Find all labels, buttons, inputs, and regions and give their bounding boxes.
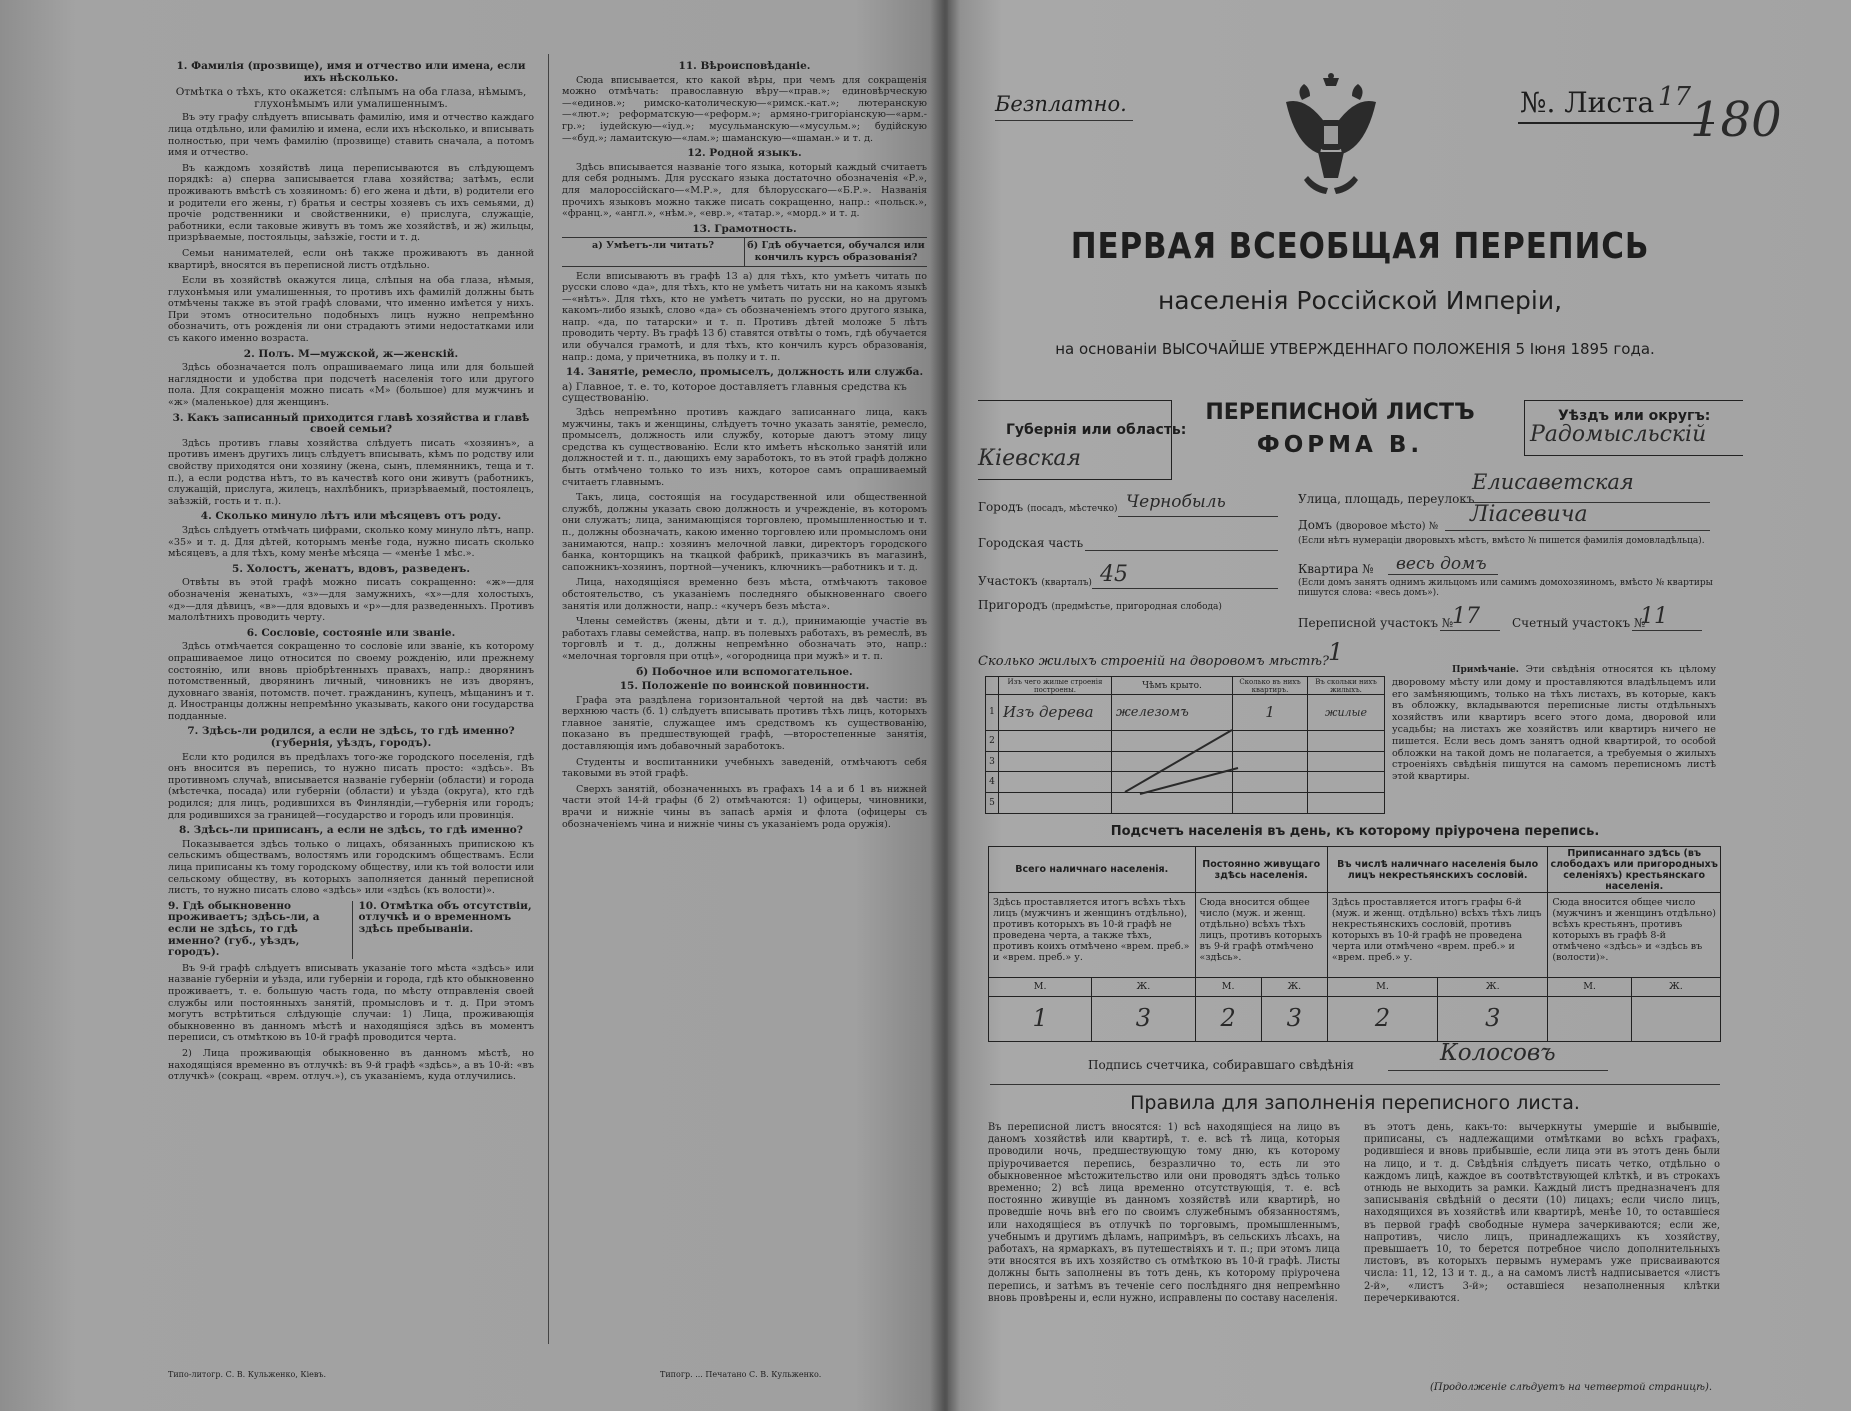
apartment-value: весь домъ bbox=[1396, 554, 1487, 574]
paragraph: Показывается здѣсь только о лицахъ, обязанныхъ припискою къ сельскимъ обществамъ, волостямъ или городскимъ обществамъ. Если лица приписаны къ тому городскому обществу, или къ той волости или сельскому обществу, въ которыхъ заполняется данный переписной листъ, то нужно писать слово «здѣсь» или «здѣсь (къ волости)». bbox=[168, 838, 534, 897]
row-number: 4 bbox=[986, 772, 999, 793]
street-value: Елисаветская bbox=[1472, 470, 1634, 494]
table-cell bbox=[999, 772, 1112, 793]
paragraph: Если вписываютъ въ графѣ 13 а) для тѣхъ, кто умѣетъ читать по русски слово «да», для тѣхъ, кто не умѣетъ читать ни на какомъ языкѣ—«нѣтъ». Для тѣхъ, кто не умѣетъ читать по русски, но на другомъ какомъ-либо языкѣ, слово «да» съ обозначеніемъ этого другого языка, напр. «да, по татарски» и т. п. Противъ дѣтей моложе 5 лѣтъ проводить черту. Въ графѣ 13 б) ставятся отвѣты о томъ, гдѣ обучается или обучался грамотѣ, и для тѣхъ, кто кончилъ курсъ образованія, напр.: дома, у причетника, въ полку и т. п. bbox=[562, 270, 927, 363]
paragraph: Сюда вписывается, кто какой вѣры, при чемъ для сокращенія можно отмѣчать: православную вѣру—«прав.»; единовѣрческую—«единов.»; римско-католическую—«римск.-кат.»; лютеранскую—«лют.»; реформатскую—«реформ.»; армяно-григоріанскую—«арм.-гр.»; іудейскую—«іуд.»; мусульманскую—«мусульм.»; будійскую—«буд.»; ламаитскую—«лам.»; шаманскую—«шаман.» и т. д. bbox=[562, 74, 927, 144]
plot-label bbox=[978, 574, 1092, 588]
town-label bbox=[978, 500, 1118, 514]
district-label: Уѣздъ или округъ: bbox=[1558, 408, 1711, 424]
rules-column-left: Въ переписной листъ вносятся: 1) всѣ находящіеся на лицо въ даномъ хозяйствѣ или квартирѣ, т. е. всѣ тѣ лица, которыя проводили ночь, предшествующую тому дню, къ которому пріурочивается перепись, безразлично то, есть ли это обыкновенное мѣстожительство или они проводятъ здѣсь только временно; 2) всѣ лица временно отсутствующія, т. е. всѣ постоянно живущіе въ данномъ хозяйствѣ или квартирѣ, но проведшіе ночь внѣ его по своимъ служебнымъ обязанностямъ, или находящіеся въ отлучкѣ по торговымъ, промышленнымъ, учебнымъ и другимъ дѣламъ, напримѣръ, въ сельскихъ лѣсахъ, на работахъ, на ярмаркахъ, въ путешествіяхъ и т. п.; при этомъ лица эти вносятся въ ихъ хозяйство съ отмѣткою въ 10-й графѣ. Листы должны быть заполнены въ тотъ день, къ которому пріурочена перепись, и затѣмъ въ теченіе сего послѣдняго дня непремѣнно вновь провѣрены и, если нужно, исправлены по составу населенія. bbox=[988, 1122, 1340, 1304]
book-gutter bbox=[930, 0, 960, 1411]
building-material: Изъ дерева bbox=[999, 695, 1112, 731]
house-value: Ліасевича bbox=[1470, 502, 1588, 527]
section-13b-title: б) Гдѣ обучается, обучался или кончилъ курсъ образованія? bbox=[744, 238, 927, 265]
section-1-note: Отмѣтка о тѣхъ, кто окажется: слѣпымъ на оба глаза, нѣмымъ, глухонѣмымъ или умалишеннымъ. bbox=[175, 86, 527, 110]
section-15-title: 15. Положеніе по воинской повинности. bbox=[619, 680, 870, 693]
population-count-title: Подсчетъ населенія въ день, къ которому пріурочена перепись. bbox=[1110, 824, 1600, 839]
male-label: М. bbox=[1548, 978, 1631, 997]
count-header-non-peasant: Въ числѣ наличнаго населенія было лицъ некрестьянскихъ сословій. bbox=[1327, 847, 1547, 893]
rules-continued-note: (Продолженіе слѣдуетъ на четвертой страницѣ). bbox=[1430, 1382, 1713, 1393]
district-value: Радомысльскій bbox=[1530, 422, 1707, 447]
count-non-peasant-male: 2 bbox=[1327, 996, 1437, 1041]
town-value: Чернобыль bbox=[1126, 492, 1226, 512]
table-cell bbox=[999, 730, 1112, 751]
building-roof: железомъ bbox=[1112, 695, 1233, 731]
count-desc-resident: Сюда вносится общее число (муж. и женщ. отдѣльно) всѣхъ тѣхъ лицъ, противъ которыхъ въ 9-й графѣ отмѣчено «здѣсь». bbox=[1195, 893, 1327, 978]
form-subtitle: населенія Россійской Имперіи, bbox=[1157, 286, 1563, 315]
paragraph: Здѣсь непремѣнно противъ каждаго записаннаго лица, какъ мужчины, такъ и женщины, слѣдуетъ точно указать занятіе, ремесло, промыселъ, должность или службу, которые даютъ этому лицу средства къ существованію. Если кто имѣетъ нѣсколько занятій или должностей и т. п., дающихъ ему заработокъ, то въ этой графѣ должно быть отмѣчено только то изъ нихъ, которое самъ опрашиваемый считаетъ главнымъ. bbox=[562, 407, 927, 488]
suburb-label-text: Пригородъ bbox=[978, 598, 1048, 612]
count-desc-present: Здѣсь проставляется итогъ всѣхъ тѣхъ лицъ (мужчинъ и женщинъ отдѣльно), противъ которыхъ въ 10-й графѣ не проведена черта, а также тѣхъ, противъ коихъ отмѣчено «врем. преб.» и «врем. преб.» у. bbox=[989, 893, 1196, 978]
city-part-label: Городская часть bbox=[978, 536, 1084, 550]
paragraph: Члены семействъ (жены, дѣти и т. д.), принимающіе участіе въ работахъ главы семейства, напр. въ полевыхъ работахъ, въ ремеслѣ, въ торговлѣ и т. д., должны непремѣнно обозначать это, напр.: «мелочная торговля при отцѣ», «огородница при мужѣ» и т. п. bbox=[562, 616, 927, 662]
paragraph: Здѣсь отмѣчается сокращенно то сословіе или званіе, къ которому опрашиваемое лицо относится по своему рожденію, или прежнему состоянію, или вновь пріобрѣтенныхъ правахъ, напр.: дворянинъ потомственный, дворянинъ личный, чиновникъ не изъ дворянъ, духовнаго званія, потомств. почет. гражданинъ, купецъ, мѣщанинъ и т. д. Иностранцы должны непремѣнно указывать, какого они государства подданные. bbox=[168, 641, 534, 722]
count-district-field-line bbox=[1632, 630, 1702, 631]
section-10-title: 10. Отмѣтка объ отсутствіи, отлучкѣ и о временномъ здѣсь пребываніи. bbox=[352, 901, 535, 959]
buildings-note-text: Эти свѣдѣнія относятся къ цѣлому дворовому мѣсту или дому и проставляются владѣльцемъ или его замѣняющимъ, только на тѣхъ листахъ, въ которые, какъ въ обложку, вкладываются переписные листы отдѣльныхъ хозяйствъ или квартиръ всего этого дома, дворовой или усадьбы; на листахъ же хозяйствъ или квартиръ ничего не пишется. Если весь домъ занятъ одной квартирой, то особой обложки на такой домъ не полагается, а требуемыя о жилыхъ строеніяхъ свѣдѣнія пишутся на самомъ переписномъ листѣ этой квартиры. bbox=[1392, 664, 1716, 783]
male-label: М. bbox=[989, 978, 1092, 997]
buildings-header-living: Въ скольки нихъ жилыхъ. bbox=[1308, 677, 1385, 695]
signature-field-line bbox=[1388, 1070, 1608, 1071]
house-label-text: Домъ bbox=[1298, 518, 1332, 532]
census-district-field-line bbox=[1440, 630, 1500, 631]
form-variant-title: ФОРМА В. bbox=[1256, 432, 1424, 458]
buildings-note bbox=[1392, 664, 1716, 783]
paragraph: Въ 9-й графѣ слѣдуетъ вписывать указаніе того мѣста «здѣсь» или названіе губерніи и уѣзда, или губерніи и города, гдѣ кто обыкновенно проживаетъ, т. е. большую часть года, по мѣсту отправленія своей службы или постоянныхъ занятій, промысловъ и т. д. При этомъ могутъ встрѣтиться слѣдующіе случаи: 1) Лица, проживающія обыкновенно въ данномъ мѣстѣ и находящіяся здѣсь въ моментъ переписи, съ отмѣткою въ 10-й графѣ проводится черта. bbox=[168, 962, 534, 1044]
sheet-number-margin-note: 180 bbox=[1690, 92, 1782, 148]
section-6-title: 6. Сословіе, состояніе или званіе. bbox=[246, 626, 456, 639]
strike-through-mark bbox=[1120, 720, 1240, 800]
instructions-column-2 bbox=[562, 58, 927, 1358]
buildings-header-roof: Чѣмъ крыто. bbox=[1112, 677, 1233, 695]
rules-divider bbox=[990, 1084, 1720, 1085]
row-number: 5 bbox=[986, 793, 999, 814]
buildings-header-material: Изъ чего жилые строенія построены. bbox=[999, 677, 1112, 695]
section-7-title: 7. Здѣсь-ли родился, а если не здѣсь, то гдѣ именно? (губернія, уѣздъ, городъ). bbox=[187, 725, 515, 750]
count-district-value: 11 bbox=[1640, 604, 1668, 629]
sheet-number-underline bbox=[1518, 122, 1714, 124]
paragraph: Отвѣты въ этой графѣ можно писать сокращенно: «ж»—для обозначенія женатыхъ, «з»—для замужнихъ, «х»—для холостыхъ, «д»—для дѣвицъ, «в»—для вдовыхъ и «р»—для разведенныхъ. Противъ малолѣтнихъ проводить черту. bbox=[168, 577, 534, 624]
count-header-peasant: Приписаннаго здѣсь (въ слободахъ или пригородныхъ селеніяхъ) крестьянскаго населенія. bbox=[1548, 847, 1721, 893]
section-3-title: 3. Какъ записанный приходится главѣ хозяйства и главѣ своей семьи? bbox=[172, 411, 530, 436]
count-header-present: Всего наличнаго населенія. bbox=[989, 847, 1196, 893]
plot-field-line bbox=[1092, 588, 1278, 589]
free-label: Безплатно. bbox=[995, 92, 1127, 116]
house-note: (Если нѣтъ нумераціи дворовыхъ мѣстъ, вмѣсто № пишется фамилія домовладѣльца). bbox=[1298, 536, 1705, 546]
paragraph: 2) Лица проживающія обыкновенно въ данномъ мѣстѣ, но находящіяся временно въ отлучкѣ: въ 9-й графѣ «здѣсь», а въ 10-й: «въ отлучкѣ» (сокращ. «врем. отлуч.»), съ указаніемъ, куда отлучились. bbox=[168, 1047, 534, 1083]
paragraph: Если кто родился въ предѣлахъ того-же городского поселенія, гдѣ онъ вносится въ перепись, то нужно писать просто: «здѣсь». Въ противномъ случаѣ, вписывается названіе губерніи (области) и города (мѣстечка, посада) или губерніи (области) и уѣзда (округа), кто гдѣ родился; для лицъ, родившихся въ Финляндіи,—губернія или городъ; для родившихся за границей—государство и городъ или провинція. bbox=[168, 751, 534, 821]
rules-title: Правила для заполненія переписного листа. bbox=[1130, 1092, 1580, 1114]
house-label bbox=[1298, 518, 1438, 532]
female-label: Ж. bbox=[1092, 978, 1195, 997]
table-cell bbox=[1233, 793, 1308, 814]
section-14-title: 14. Занятіе, ремесло, промыселъ, должность или служба. bbox=[565, 366, 924, 379]
province-label: Губернія или область: bbox=[1006, 422, 1187, 438]
column-divider bbox=[548, 54, 549, 1344]
sheet-number-label: №. Листа bbox=[1520, 86, 1655, 119]
female-label: Ж. bbox=[1631, 978, 1720, 997]
section-8-title: 8. Здѣсь-ли приписанъ, а если не здѣсь, то гдѣ именно? bbox=[179, 824, 523, 837]
table-cell bbox=[999, 793, 1112, 814]
section-14b-title: б) Побочное или вспомогательное. bbox=[636, 665, 853, 678]
section-5-title: 5. Холостъ, женатъ, вдовъ, разведенъ. bbox=[232, 562, 470, 575]
section-1-title: 1. Фамилія (прозвище), имя и отчество или имена, если ихъ нѣсколько. bbox=[176, 60, 526, 84]
paragraph: Студенты и воспитанники учебныхъ заведеній, отмѣчаютъ себя таковыми въ этой графѣ. bbox=[562, 756, 927, 780]
table-cell bbox=[1308, 751, 1385, 772]
form-legal-basis: на основаніи ВЫСОЧАЙШЕ УТВЕРЖДЕННАГО ПОЛОЖЕНІЯ 5 Іюня 1895 года. bbox=[1055, 340, 1655, 358]
town-sub-label: (посадъ, мѣстечко) bbox=[1026, 504, 1118, 514]
table-cell bbox=[1308, 730, 1385, 751]
paragraph: Графа эта раздѣлена горизонтальной чертой на двѣ части: въ верхнюю часть (б. 1) слѣдуетъ вписывать противъ тѣхъ лицъ, которыхъ главное занятіе, служащее имъ средствомъ къ существованію, показано въ предшествующей графѣ, —второстепенные занятія, доставляющія имъ добавочный заработокъ. bbox=[562, 694, 927, 753]
form-sheet-title: ПЕРЕПИСНОЙ ЛИСТЪ bbox=[1205, 400, 1475, 425]
apartment-label: Квартира № bbox=[1298, 562, 1374, 576]
count-non-peasant-female: 3 bbox=[1438, 996, 1548, 1041]
free-underline bbox=[995, 120, 1133, 121]
table-cell bbox=[1308, 772, 1385, 793]
count-resident-female: 3 bbox=[1261, 996, 1327, 1041]
apartment-note: (Если домъ занятъ однимъ жильцомъ или самимъ домохозяиномъ, вмѣсто № квартиры пишутся слова: «весь домъ»). bbox=[1298, 578, 1713, 598]
count-resident-male: 2 bbox=[1195, 996, 1261, 1041]
apartment-field-line bbox=[1388, 574, 1498, 575]
paragraph: Здѣсь противъ главы хозяйства слѣдуетъ писать «хозяинъ», а противъ именъ другихъ лицъ слѣдуетъ вписывать, кѣмъ по родству или свойству приходятся они хозяину (жена, сынъ, племянникъ, теща и т. п.), а если родства нѣтъ, то въ качествѣ кого они живутъ (работникъ, служащій, прислуга, жилецъ, нахлѣбникъ, призрѣваемый, постоялецъ, заѣзжій, гость и т. п.). bbox=[168, 437, 534, 507]
plot-sub-label: (кварталъ) bbox=[1041, 578, 1092, 588]
rules-column-right: въ этотъ день, какъ-то: вычеркнуты умершіе и выбывшіе, приписаны, съ надлежащими отмѣтками во всѣхъ графахъ, родившіеся и вновь прибывшіе, если лица эти въ этотъ день были на лицо, и т. д. Свѣдѣнія слѣдуетъ писать четко, отдѣльно о каждомъ лицѣ, каждое въ соотвѣтствующей клѣткѣ, и въ строкахъ отнюдь не выходить за рамки. Каждый листъ предназначенъ для записыванія свѣдѣній о десяти (10) лицахъ; если число лицъ, находящихся въ хозяйствѣ или квартирѣ, менѣе 10, то оставшіеся въ первой графѣ свободные нумера зачеркиваются; если же, напротивъ, число лицъ, принадлежащихъ къ хозяйству, превышаетъ 10, то берется потребное число дополнительныхъ листовъ, въ которыхъ первымъ нумерамъ уже присваиваются числа: 11, 12, 13 и т. д., а на самомъ листѣ надписывается «листъ 2-й», «листъ 3-й»; оставшіеся незаполненныя клѣтки перечеркиваются. bbox=[1364, 1122, 1720, 1304]
buildings-note-title: Примѣчаніе. bbox=[1452, 665, 1519, 675]
row-number: 1 bbox=[986, 695, 999, 731]
imperial-eagle-icon bbox=[1278, 72, 1384, 200]
section-4-title: 4. Сколько минуло лѣтъ или мѣсяцевъ отъ роду. bbox=[200, 510, 502, 523]
female-label: Ж. bbox=[1438, 978, 1548, 997]
male-label: М. bbox=[1327, 978, 1437, 997]
section-2-title: 2. Полъ. М—мужской, ж—женскій. bbox=[243, 347, 459, 360]
count-present-male: 1 bbox=[989, 996, 1092, 1041]
province-value: Кіевская bbox=[978, 446, 1082, 471]
count-peasant-male bbox=[1548, 996, 1631, 1041]
section-14a-title: а) Главное, т. е. то, которое доставляетъ главныя средства къ существованію. bbox=[562, 380, 907, 405]
town-field-line bbox=[1118, 516, 1278, 517]
census-district-label: Переписной участокъ № bbox=[1298, 616, 1454, 630]
buildings-header-apartments: Сколько въ нихъ квартиръ. bbox=[1233, 677, 1308, 695]
imprint-middle: Типогр. ... Печатано С. В. Кульженко. bbox=[660, 1370, 822, 1379]
table-cell bbox=[1233, 751, 1308, 772]
buildings-value: 1 bbox=[1328, 638, 1344, 666]
paragraph: Лица, находящіяся временно безъ мѣста, отмѣчаютъ таковое обстоятельство, съ указаніемъ последняго обыкновеннаго своего занятія или должности, напр.: «кучеръ безъ мѣста». bbox=[562, 577, 927, 612]
building-apartments: 1 bbox=[1233, 695, 1308, 731]
paragraph: Семьи нанимателей, если онѣ также проживаютъ въ данной квартирѣ, вносятся въ переписной листъ отдѣльно. bbox=[168, 247, 534, 271]
male-label: М. bbox=[1195, 978, 1261, 997]
building-living: жилые bbox=[1308, 695, 1385, 731]
buildings-question: Сколько жилыхъ строеній на дворовомъ мѣстѣ? bbox=[978, 654, 1329, 669]
suburb-sub-label: (предмѣстье, пригородная слобода) bbox=[1051, 602, 1222, 612]
paragraph: Здѣсь обозначается полъ опрашиваемаго лица или для большей наглядности и удобства при подсчетѣ населенія того или другого пола. Для сокращенія можно писать «М» (большое) для мужчинъ и «ж» (маленькое) для женщинъ. bbox=[168, 362, 534, 409]
row-number: 3 bbox=[986, 751, 999, 772]
section-11-title: 11. Вѣроисповѣданіе. bbox=[678, 60, 811, 72]
instructions-column-1 bbox=[168, 58, 534, 1358]
town-label-text: Городъ bbox=[978, 500, 1024, 514]
buildings-table-corner bbox=[986, 677, 999, 695]
count-header-resident: Постоянно живущаго здѣсь населенія. bbox=[1195, 847, 1327, 893]
paragraph: Если въ хозяйствѣ окажутся лица, слѣпыя на оба глаза, нѣмыя, глухонѣмыя или умалишенныя, то противъ ихъ фамилій должны быть отмѣчены также въ этой графѣ словами, что именно имѣется у нихъ. При этомъ относительно подобныхъ лицъ нужно непремѣнно обозначить, отъ рожденія ли они страдаютъ этими недостатками или съ какого именно возраста. bbox=[168, 275, 534, 345]
paragraph: Въ каждомъ хозяйствѣ лица переписываются въ слѣдующемъ порядкѣ: а) сперва записывается глава хозяйства; затѣмъ, если проживаютъ вмѣстѣ съ хозяиномъ: б) его жена и дѣти, в) родители его и родители его жены, г) братья и сестры хозяевъ съ ихъ семьями, д) прочіе родственники и свойственники, е) прислуга, служащіе, работники, если таковые живутъ въ томъ же хозяйствѣ, и ж) жильцы, призрѣваемые, постояльцы, заѣзжіе, гости и т. д. bbox=[168, 162, 534, 244]
section-9-title: 9. Гдѣ обыкновенно проживаетъ; здѣсь-ли, а если не здѣсь, то гдѣ именно? (губ., уѣздъ, городъ). bbox=[168, 899, 320, 959]
count-district-label: Счетный участокъ № bbox=[1512, 616, 1646, 630]
street-label: Улица, площадь, переулокъ bbox=[1298, 492, 1475, 506]
table-cell bbox=[1308, 793, 1385, 814]
enumerator-signature: Колосовъ bbox=[1440, 1040, 1556, 1066]
plot-value: 45 bbox=[1100, 562, 1128, 587]
suburb-label bbox=[978, 598, 1222, 612]
house-sub-label: (дворовое мѣсто) № bbox=[1335, 521, 1439, 532]
paragraph: Сверхъ занятій, обозначенныхъ въ графахъ 14 а и б 1 въ нижней части этой 14-й графы (б 2) отмѣчаются: 1) офицеры, чиновники, врачи и нижніе чины въ запасѣ армія и флота (офицеры съ обозначеніемъ чина и нижніе чины съ указаніемъ рода оружія). bbox=[562, 783, 927, 830]
imprint-left: Типо-литогр. С. В. Кульженко, Кіевъ. bbox=[168, 1370, 327, 1379]
census-district-value: 17 bbox=[1452, 604, 1480, 629]
section-12-title: 12. Родной языкъ. bbox=[687, 147, 802, 160]
count-present-female: 3 bbox=[1092, 996, 1195, 1041]
section-13-title: 13. Грамотность. bbox=[692, 222, 797, 235]
count-desc-peasant: Сюда вносится общее число (мужчинъ и женщинъ отдѣльно) всѣхъ крестьянъ, противъ которыхъ въ графѣ 8-й отмѣчено «здѣсь» и «здѣсь въ (волости)». bbox=[1548, 893, 1721, 978]
count-desc-non-peasant: Здѣсь проставляется итогъ графы 6-й (муж. и женщ. отдѣльно) всѣхъ тѣхъ лицъ некрестьянскихъ сословій, противъ которыхъ въ 10-й графѣ не проведена черта или отмѣчено «врем. преб.» и «врем. преб.» у. bbox=[1327, 893, 1547, 978]
population-count-table bbox=[988, 846, 1721, 1042]
house-field-line bbox=[1445, 530, 1710, 531]
section-13a-title: а) Умѣетъ-ли читать? bbox=[592, 240, 714, 252]
city-part-field-line bbox=[1085, 550, 1278, 551]
row-number: 2 bbox=[986, 730, 999, 751]
female-label: Ж. bbox=[1261, 978, 1327, 997]
paragraph: Здѣсь вписывается названіе того языка, который каждый считаетъ для себя роднымъ. Для русскаго языка достаточно обозначенія «Р.», для малороссійскаго—«М.Р.», для бѣлорусскаго—«Б.Р.». Названія прочихъ языковъ можно также писать сокращенно, напр.: «польск.», «франц.», «англ.», «нѣм.», «евр.», «татар.», «морд.» и т. д. bbox=[562, 161, 927, 220]
table-cell bbox=[1233, 772, 1308, 793]
paragraph: Такъ, лица, состоящія на государственной или общественной службѣ, должны указать свою должность и учрежденіе, въ которомъ они служатъ; лица, занимающіяся торговлею, промышленностью и т. п., должны обозначать, какою именно торговлею или промысломъ они занимаются, напр.: хозяинъ мелочной лавки, директоръ городского банка, конторщикъ на ткацкой фабрикѣ, приказчикъ въ магазинѣ, сапожникъ-хозяинъ, портной—ученикъ, ключникъ—работникъ и т. д. bbox=[562, 492, 927, 573]
table-cell bbox=[1233, 730, 1308, 751]
enumerator-signature-label: Подпись счетчика, собиравшаго свѣдѣнія bbox=[1088, 1058, 1354, 1072]
paragraph: Въ эту графу слѣдуетъ вписывать фамилію, имя и отчество каждаго лица отдѣльно, или фамилію и имена, если ихъ нѣсколько, и вписывать полностью, при чемъ фамилію (прозвище) ставить сначала, а потомъ имя и отчество. bbox=[168, 112, 534, 159]
paragraph: Здѣсь слѣдуетъ отмѣчать цифрами, сколько кому минуло лѣтъ, напр. «35» и т. д. Для дѣтей, которымъ менѣе года, нужно писать сколько мѣсяцевъ, а для тѣхъ, кому менѣе мѣсяца — «менѣе 1 мѣс.». bbox=[168, 524, 534, 560]
count-peasant-female bbox=[1631, 996, 1720, 1041]
plot-label-text: Участокъ bbox=[978, 574, 1038, 588]
table-cell bbox=[999, 751, 1112, 772]
sheet-number-value: 17 bbox=[1658, 82, 1692, 112]
form-main-title: ПЕРВАЯ ВСЕОБЩАЯ ПЕРЕПИСЬ bbox=[1070, 226, 1650, 267]
